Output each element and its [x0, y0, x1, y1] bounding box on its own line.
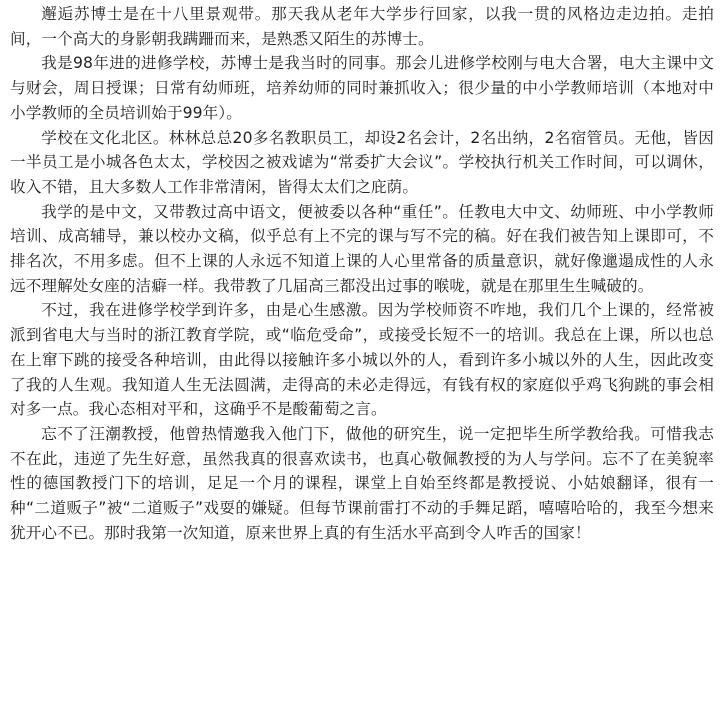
paragraph-3: 学校在文化北区。林林总总20多名教职员工，却设2名会计，2名出纳，2名宿管员。无他，皆因一半员工是小城各色太太，学校因之被戏谑为“常委扩大会议”。学校执行机关工作时间，可以调休，收入不错，且大多数人工作非常清闲，皆得太太们之庇荫。	[10, 128, 714, 196]
paragraph-4: 我学的是中文，又带教过高中语文，便被委以各种“重任”。任教电大中文、幼师班、中小学教师培训、成高辅导，兼以校办文稿，似乎总有上不完的课与写不完的稿。好在我们被告知上课即可，不排名次，不用多虑。但不上课的人永远不知道上课的人心里常备的质量意识，就好像邋遢成性的人永远不理解处女座的洁癖一样。我带教了几届高三都没出过事的喉咙，就是在那里生生喊破的。	[10, 202, 714, 295]
paragraph-5: 不过，我在进修学校学到许多，由是心生感激。因为学校师资不咋地，我们几个上课的，经常被派到省电大与当时的浙江教育学院，或“临危受命”，或接受长短不一的培训。我总在上课，所以也总在上窜下跳的接受各种培训，由此得以接触许多小城以外的人，看到许多小城以外的人生，因此改变了我的人生观。我知道人生无法圆满，走得高的未必走得远，有钱有权的家庭似乎鸡飞狗跳的事会相对多一点。我心态相对平和，这确乎不是酸葡萄之言。	[10, 301, 714, 419]
paragraph-6: 忘不了汪潮教授，他曾热情邀我入他门下，做他的研究生，说一定把毕生所学教给我。可惜我志不在此，违逆了先生好意，虽然我真的很喜欢读书，也真心敬佩教授的为人与学问。忘不了在美貌率性的德国教授门下的培训，足足一个月的课程，课堂上自始至终都是教授说、小姑娘翻译，很有一种“二道贩子”被“二道贩子”戏耍的嫌疑。但每节课前雷打不动的手舞足蹈，嘻嘻哈哈的，我至今想来犹开心不已。那时我第一次知道，原来世界上真的有生活水平高到令人咋舌的国家！	[10, 424, 714, 542]
paragraph-1: 邂逅苏博士是在十八里景观带。那天我从老年大学步行回家，以我一贯的风格边走边拍。走拍间，一个高大的身影朝我蹒跚而来，是熟悉又陌生的苏博士。	[10, 5, 714, 48]
paragraph-2: 我是98年进的进修学校，苏博士是我当时的同事。那会儿进修学校刚与电大合署，电大主课中文与财会，周日授课；日常有幼师班，培养幼师的同时兼抓收入；很少量的中小学教师培训（本地对中小学教师的全员培训始于99年）。	[10, 54, 714, 122]
